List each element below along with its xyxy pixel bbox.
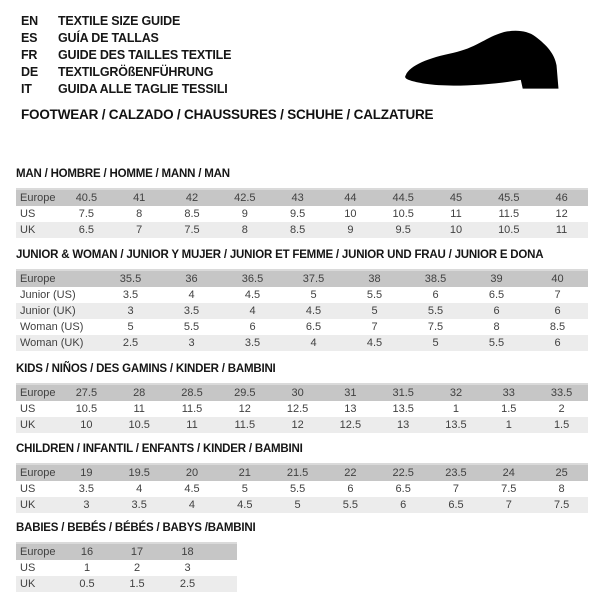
language-row [21,30,231,47]
size-cell: 31 [344,387,357,399]
section-title: JUNIOR & WOMAN / JUNIOR Y MUJER / JUNIOR ET FEMME / JUNIOR UND FRAU / JUNIOR E DONA [16,249,544,261]
row-label: US [20,562,36,574]
size-cell: 3.5 [183,305,200,317]
size-cell: 13 [344,403,357,415]
size-cell: 3.5 [122,289,139,301]
language-code: IT [21,82,32,96]
size-cell: 7.5 [553,499,570,511]
size-row [16,576,237,592]
size-cell: 8 [493,321,500,333]
dress-shoe-icon [400,28,572,99]
size-cell: 8 [136,208,143,220]
size-cell: 0.5 [79,578,95,590]
size-cell: 13 [397,419,410,431]
size-row [16,335,588,351]
row-label: Europe [20,273,56,285]
size-row [16,319,588,335]
language-label: GUÍA DE TALLAS [58,31,159,45]
size-cell: 5.5 [342,499,359,511]
size-cell: 32 [449,387,463,399]
language-label: TEXTILGRÖßENFÜHRUNG [58,65,214,79]
size-cell: 1 [452,403,460,415]
size-cell: 7.5 [78,208,95,220]
size-cell: 5.5 [366,289,383,301]
size-cell: 8.5 [184,208,200,220]
size-cell: 25 [555,467,568,479]
row-label: Woman (US) [20,321,84,333]
language-code: EN [21,14,38,28]
size-cell: 2.5 [122,337,139,349]
size-cell: 10.5 [392,208,414,220]
language-label: TEXTILE SIZE GUIDE [58,14,181,28]
size-cell: 28 [133,387,146,399]
language-header [21,13,231,98]
size-cell: 3 [188,337,195,349]
size-table-kids [16,383,588,433]
size-cell: 28.5 [181,387,203,399]
size-cell: 33 [502,387,515,399]
row-label: Woman (UK) [20,337,84,349]
size-cell: 6 [554,305,561,317]
size-row [16,287,588,303]
size-cell: 8.5 [549,321,566,333]
size-cell: 5 [127,321,134,333]
spacer-cell [213,576,237,592]
row-label: UK [20,578,36,590]
size-cell: 43 [291,192,304,204]
size-cell: 6.5 [305,321,322,333]
language-code: FR [21,48,38,62]
size-cell: 7 [452,483,460,495]
row-label: UK [20,499,36,511]
size-cell: 21 [238,467,251,479]
size-cell: 10 [80,419,93,431]
size-cell: 11 [555,224,568,236]
size-cell: 7.5 [501,483,517,495]
language-code: ES [21,31,38,45]
size-cell: 4 [188,499,196,511]
size-cell: 4.5 [366,337,383,349]
size-cell: 24 [502,467,515,479]
size-cell: 17 [130,546,144,558]
spacer-cell [213,560,237,576]
size-cell: 1 [505,419,512,431]
size-cell: 9 [241,208,248,220]
size-cell: 4.5 [305,305,322,317]
row-label: US [20,208,36,220]
size-cell: 38.5 [424,273,447,285]
size-row [16,560,237,576]
size-table-man [16,188,588,238]
size-cell: 5 [432,337,439,349]
size-cell: 4 [188,289,195,301]
size-cell: 22.5 [392,467,414,479]
size-section-kids [16,362,588,433]
size-cell: 11.5 [181,403,203,415]
size-row [16,222,588,238]
size-cell: 22 [344,467,357,479]
language-label: GUIDE DES TAILLES TEXTILE [58,48,232,62]
size-cell: 12.5 [339,419,362,431]
row-label: US [20,483,36,495]
row-label: Europe [20,192,56,204]
size-cell: 6 [554,337,561,349]
size-cell: 6.5 [78,224,95,236]
size-cell: 41 [133,192,146,204]
size-section-junior-woman [16,248,588,351]
size-cell: 5.5 [289,483,306,495]
size-cell: 1.5 [553,419,570,431]
language-row [21,81,231,98]
size-cell: 6 [493,305,500,317]
row-label: UK [20,419,36,431]
size-cell: 2 [133,562,141,574]
size-cell: 3 [184,562,191,574]
size-header-row [16,270,588,287]
size-cell: 4 [136,483,143,495]
size-section-children [16,442,588,513]
row-label: UK [20,224,36,236]
size-row [16,206,588,222]
size-cell: 12 [555,208,568,220]
language-row [21,13,231,30]
row-label: US [20,403,36,415]
row-label: Europe [20,467,56,479]
language-label: GUIDA ALLE TAGLIE TESSILI [58,82,228,96]
size-cell: 9.5 [289,208,306,220]
size-cell: 23.5 [445,467,467,479]
size-cell: 1.5 [129,578,145,590]
size-cell: 4 [310,337,317,349]
size-header-row [16,543,237,560]
size-cell: 3 [83,499,90,511]
size-cell: 12.5 [286,403,309,415]
size-row [16,481,588,497]
size-cell: 13.5 [445,419,467,431]
size-cell: 5 [310,289,317,301]
size-cell: 45.5 [498,192,520,204]
size-cell: 5.5 [183,321,200,333]
size-cell: 31.5 [392,387,414,399]
size-cell: 1.5 [501,403,517,415]
size-cell: 11 [450,208,462,220]
size-cell: 2.5 [179,578,196,590]
size-cell: 8 [241,224,248,236]
spacer-cell [213,543,237,560]
row-label: Junior (UK) [20,305,76,317]
size-cell: 37.5 [302,273,325,285]
size-cell: 10.5 [498,224,520,236]
language-code: DE [21,65,38,79]
size-header-row [16,464,588,481]
size-cell: 29.5 [234,387,256,399]
language-row [21,47,231,64]
size-cell: 40.5 [75,192,98,204]
size-cell: 36.5 [241,273,264,285]
size-table-babies [16,542,237,592]
size-cell: 6 [432,289,439,301]
size-cell: 11.5 [234,419,256,431]
size-cell: 36 [185,273,198,285]
size-cell: 12 [238,403,251,415]
row-label: Europe [20,546,56,558]
size-cell: 5.5 [488,337,505,349]
size-cell: 44 [344,192,357,204]
size-header-row [16,384,588,401]
size-row [16,303,588,319]
size-cell: 35.5 [119,273,142,285]
size-cell: 5.5 [427,305,444,317]
section-title: KIDS / NIÑOS / DES GAMINS / KINDER / BAMBINI [16,363,276,375]
size-cell: 10 [449,224,463,236]
size-cell: 19 [80,467,93,479]
size-cell: 6 [400,499,407,511]
size-cell: 46 [555,192,568,204]
size-cell: 42 [185,192,199,204]
size-cell: 11 [133,403,145,415]
row-label: Europe [20,387,56,399]
size-cell: 4.5 [244,289,261,301]
size-cell: 19.5 [128,467,150,479]
size-cell: 42.5 [234,192,256,204]
size-cell: 39 [490,273,503,285]
size-cell: 3.5 [131,499,147,511]
size-cell: 38 [368,273,381,285]
size-cell: 5 [294,499,301,511]
size-cell: 7 [371,321,378,333]
size-cell: 7.5 [184,224,200,236]
size-cell: 5 [371,305,378,317]
size-cell: 27.5 [75,387,98,399]
size-cell: 4 [249,305,256,317]
size-cell: 10 [344,208,357,220]
section-title: BABIES / BEBÉS / BÉBÉS / BABYS /BAMBINI [16,522,256,534]
size-cell: 8 [558,483,565,495]
size-cell: 11 [186,419,198,431]
size-table-children [16,463,588,513]
category-line: FOOTWEAR / CALZADO / CHAUSSURES / SCHUHE / CALZATURE [21,107,434,122]
size-cell: 45 [449,192,463,204]
size-table-junior-woman [16,269,588,351]
size-cell: 6.5 [488,289,505,301]
language-row [21,64,231,81]
size-cell: 9.5 [395,224,411,236]
size-cell: 6 [347,483,354,495]
size-cell: 30 [291,387,304,399]
size-cell: 6.5 [448,499,464,511]
size-cell: 40 [551,273,564,285]
size-cell: 13.5 [392,403,414,415]
size-cell: 10.5 [75,403,98,415]
row-label: Junior (US) [20,289,76,301]
size-row [16,497,588,513]
size-cell: 7 [554,289,561,301]
size-cell: 7 [136,224,143,236]
size-row [16,417,588,433]
size-cell: 33.5 [550,387,573,399]
size-cell: 3.5 [78,483,95,495]
size-header-row [16,189,588,206]
size-row [16,401,588,417]
size-cell: 21.5 [286,467,309,479]
section-title: MAN / HOMBRE / HOMME / MANN / MAN [16,168,230,180]
section-title: CHILDREN / INFANTIL / ENFANTS / KINDER / BAMBINI [16,443,303,455]
size-cell: 4.5 [184,483,200,495]
size-cell: 9 [347,224,354,236]
size-cell: 7.5 [427,321,444,333]
size-cell: 5 [241,483,248,495]
size-cell: 7 [505,499,512,511]
size-cell: 20 [185,467,199,479]
size-section-man [16,167,588,238]
size-cell: 6 [249,321,256,333]
size-cell: 4.5 [237,499,253,511]
size-cell: 2 [558,403,565,415]
size-cell: 3 [127,305,134,317]
size-cell: 18 [181,546,194,558]
size-section-babies [16,521,588,592]
size-cell: 11.5 [498,208,520,220]
size-cell: 10.5 [128,419,150,431]
size-cell: 12 [291,419,304,431]
size-cell: 6.5 [395,483,411,495]
size-cell: 8.5 [289,224,306,236]
size-cell: 3.5 [244,337,261,349]
size-cell: 16 [80,546,94,558]
size-cell: 1 [83,562,91,574]
size-cell: 44.5 [392,192,414,204]
